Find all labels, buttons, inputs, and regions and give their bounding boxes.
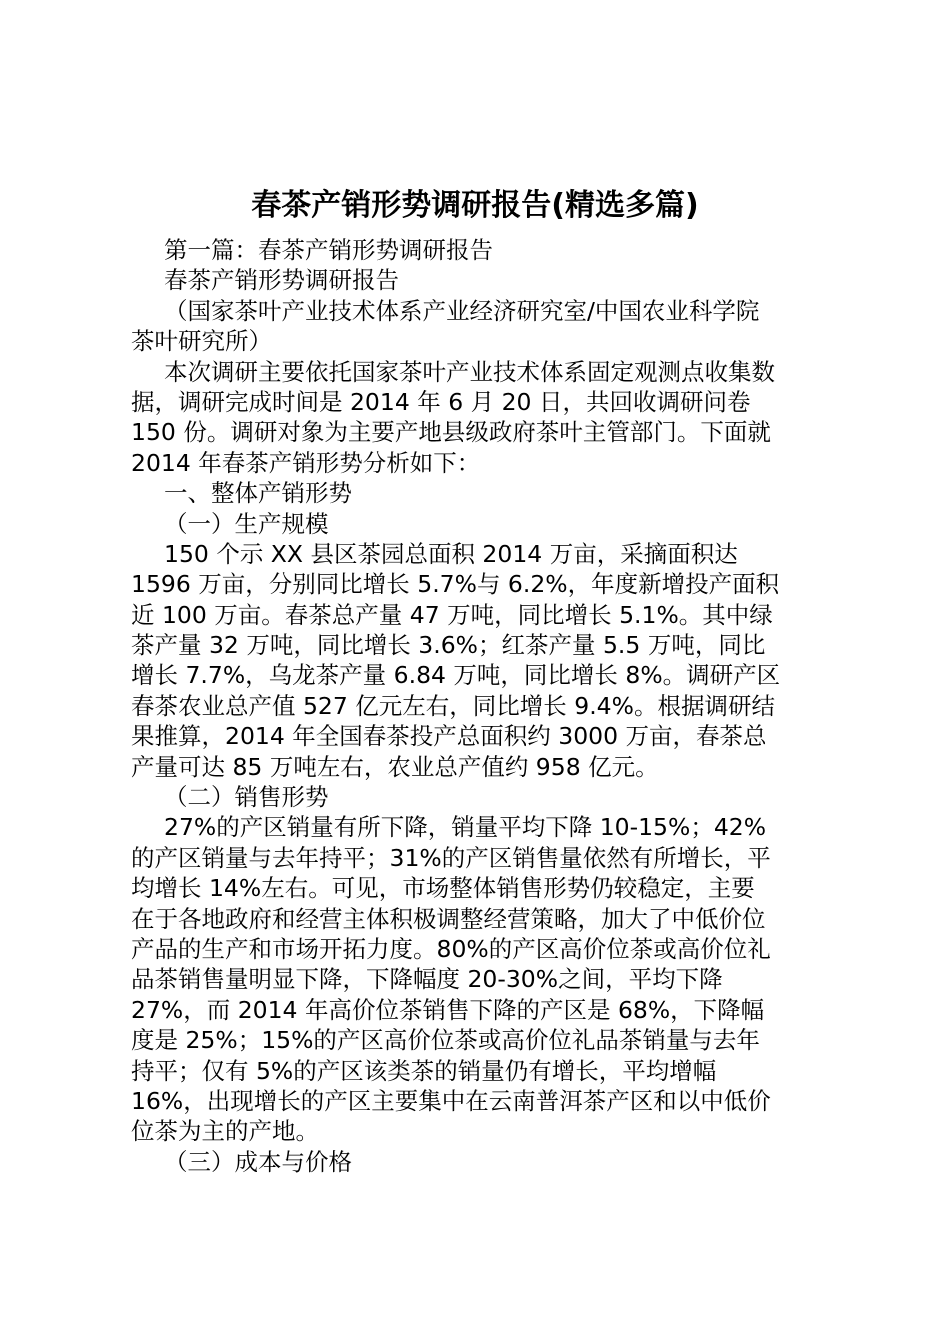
body-line: 150 份。调研对象为主要产地县级政府茶叶主管部门。下面就 [131, 418, 771, 447]
body-line: （国家茶叶产业技术体系产业经济研究室/中国农业科学院 [164, 296, 760, 325]
body-line: 位茶为主的产地。 [131, 1117, 319, 1146]
body-line: 本次调研主要依托国家茶叶产业技术体系固定观测点收集数 [164, 357, 775, 386]
body-line: 一、整体产销形势 [164, 479, 352, 508]
body-line: 均增长 14%左右。可见，市场整体销售形势仍较稳定，主要 [131, 874, 755, 903]
body-line: 茶叶研究所） [131, 327, 272, 356]
body-line: 增长 7.7%，乌龙茶产量 6.84 万吨，同比增长 8%。调研产区 [131, 661, 781, 690]
body-line: 春茶产销形势调研报告 [164, 266, 399, 295]
body-line: （二）销售形势 [164, 783, 329, 812]
body-line: 27%的产区销量有所下降，销量平均下降 10-15%；42% [164, 813, 767, 842]
body-line: 在于各地政府和经营主体积极调整经营策略，加大了中低价位 [131, 904, 766, 933]
document-title: 春茶产销形势调研报告(精选多篇) [251, 188, 699, 223]
body-line: 春茶农业总产值 527 亿元左右，同比增长 9.4%。根据调研结 [131, 691, 775, 720]
body-line: 第一篇：春茶产销形势调研报告 [164, 236, 493, 264]
body-line: 1596 万亩，分别同比增长 5.7%与 6.2%，年度新增投产面积 [131, 570, 780, 599]
body-line: 产品的生产和市场开拓力度。80%的产区高价位茶或高价位礼 [131, 934, 771, 963]
body-line: 持平；仅有 5%的产区该类茶的销量仍有增长，平均增幅 [131, 1056, 717, 1085]
body-line: 16%，出现增长的产区主要集中在云南普洱茶产区和以中低价 [131, 1086, 771, 1115]
body-line: 近 100 万亩。春茶总产量 47 万吨，同比增长 5.1%。其中绿 [131, 600, 773, 629]
body-line: （一）生产规模 [164, 509, 329, 538]
body-line: 据，调研完成时间是 2014 年 6 月 20 日，共回收调研问卷 [131, 387, 751, 416]
body-line: 茶产量 32 万吨，同比增长 3.6%；红茶产量 5.5 万吨，同比 [131, 631, 766, 660]
body-line: 150 个示 XX 县区茶园总面积 2014 万亩，采摘面积达 [164, 539, 738, 568]
body-line: 27%，而 2014 年高价位茶销售下降的产区是 68%，下降幅 [131, 995, 765, 1024]
body-line: 的产区销量与去年持平；31%的产区销售量依然有所增长，平 [131, 843, 771, 872]
body-line: 度是 25%；15%的产区高价位茶或高价位礼品茶销量与去年 [131, 1026, 760, 1055]
body-line: 2014 年春茶产销形势分析如下： [131, 448, 481, 477]
document-body [131, 235, 831, 1177]
body-line: 品茶销售量明显下降，下降幅度 20-30%之间，平均下降 [131, 965, 723, 994]
body-line: 果推算，2014 年全国春茶投产总面积约 3000 万亩，春茶总 [131, 722, 767, 751]
body-line: 产量可达 85 万吨左右，农业总产值约 958 亿元。 [131, 752, 659, 781]
body-line: （三）成本与价格 [164, 1147, 352, 1176]
